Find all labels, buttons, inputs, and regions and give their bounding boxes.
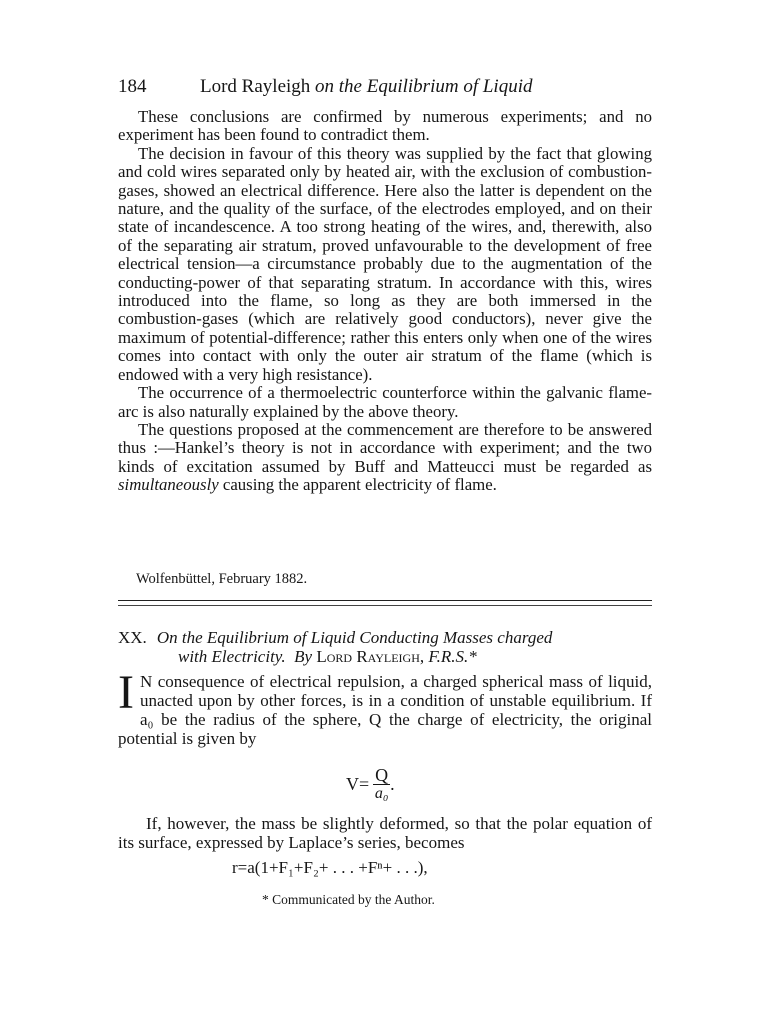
paragraph-2: The decision in favour of this theory was supplied by the fact that glowing and cold wires separated only by heated air, with the exclusion of combustion-gases, showed an electrical difference. Here also the latter is dependent on the nature, and the quality of the surface, of the electrodes employed, and on their state of incandescence. A too strong heating of the wires, and, therewith, also of the separating air stratum, proved unfavourable to the development of free electrical tension—a circumstance probably due to the augmentation of the conducting-power of that separating stratum. In accordance with this, wires introduced into the flame, so long as they are both immersed in the combustion-gases (which are relatively good conductors), never give the maximum of potential-difference; rather this enters only when one of the wires comes into contact with only the outer air stratum of the flame (which is endowed with a very high resistance).	[118, 143, 652, 384]
article-number: XX.	[118, 628, 147, 647]
opening-paragraph	[118, 666, 653, 748]
paragraph-4	[118, 421, 652, 495]
second-paragraph	[118, 814, 652, 852]
drop-cap: I	[118, 666, 134, 719]
paragraph-4-end: causing the apparent electricity of flame.	[222, 475, 497, 495]
formula-denominator: a₀	[374, 785, 389, 802]
formula-fraction	[373, 766, 390, 803]
page-header	[118, 76, 652, 102]
section-divider-thin	[118, 605, 652, 606]
first-word-remainder: N	[139, 672, 153, 691]
previous-article-text	[118, 108, 652, 495]
title-line-1: On the Equilibrium of Liquid Conducting Masses charged	[156, 628, 553, 647]
footnote: * Communicated by the Author.	[262, 892, 435, 907]
article-title	[118, 628, 652, 666]
formula-numerator: Q	[375, 765, 389, 785]
formula-end: .	[390, 774, 395, 794]
page-number: 184	[118, 76, 147, 97]
potential-formula	[346, 766, 395, 803]
opening-text: consequence of electrical repulsion, a charged spherical mass of liquid, unacted upon by other forces, is in a condition of unstable equilibrium. If a₀ be the radius of the sphere, Q the charge of electricity, the original potential is given by	[118, 672, 653, 748]
title-line-2: with Electricity.	[178, 647, 286, 666]
title-line-2-row: with Electricity. By Lord Rayleigh, F.R.S.*	[178, 647, 477, 666]
paragraph-1: These conclusions are confirmed by numerous experiments; and no experiment has been found to contradict them.	[118, 107, 652, 145]
second-paragraph-text: If, however, the mass be slightly deformed, so that the polar equation of its surface, expressed by Laplace’s series, becomes	[118, 814, 652, 852]
section-divider-thick	[118, 600, 652, 601]
running-head-title: on the Equilibrium of Liquid	[315, 76, 533, 97]
surface-equation: r=a(1+F₁+F₂+ . . . +Fⁿ+ . . .),	[232, 858, 428, 877]
formula-lhs: V=	[346, 774, 370, 794]
paragraph-4-emphasis: simultaneously	[118, 475, 219, 495]
by-label: By	[294, 647, 313, 666]
paragraph-4-start: The questions proposed at the commencement are therefore to be answered thus :—Hankel’s theory is not in accordance with experiment; and the two kinds of excitation assumed by Buff and Matteucci must be regarded as	[118, 419, 652, 476]
running-head-author: Lord Rayleigh	[200, 76, 311, 97]
dateline: Wolfenbüttel, February 1882.	[136, 571, 308, 587]
running-head	[200, 76, 532, 98]
paragraph-3: The occurrence of a thermoelectric counterforce within the galvanic flame-arc is also naturally explained by the above theory.	[118, 383, 652, 421]
article-author: Lord Rayleigh	[316, 647, 420, 666]
author-credentials: F.R.S.*	[428, 647, 477, 666]
